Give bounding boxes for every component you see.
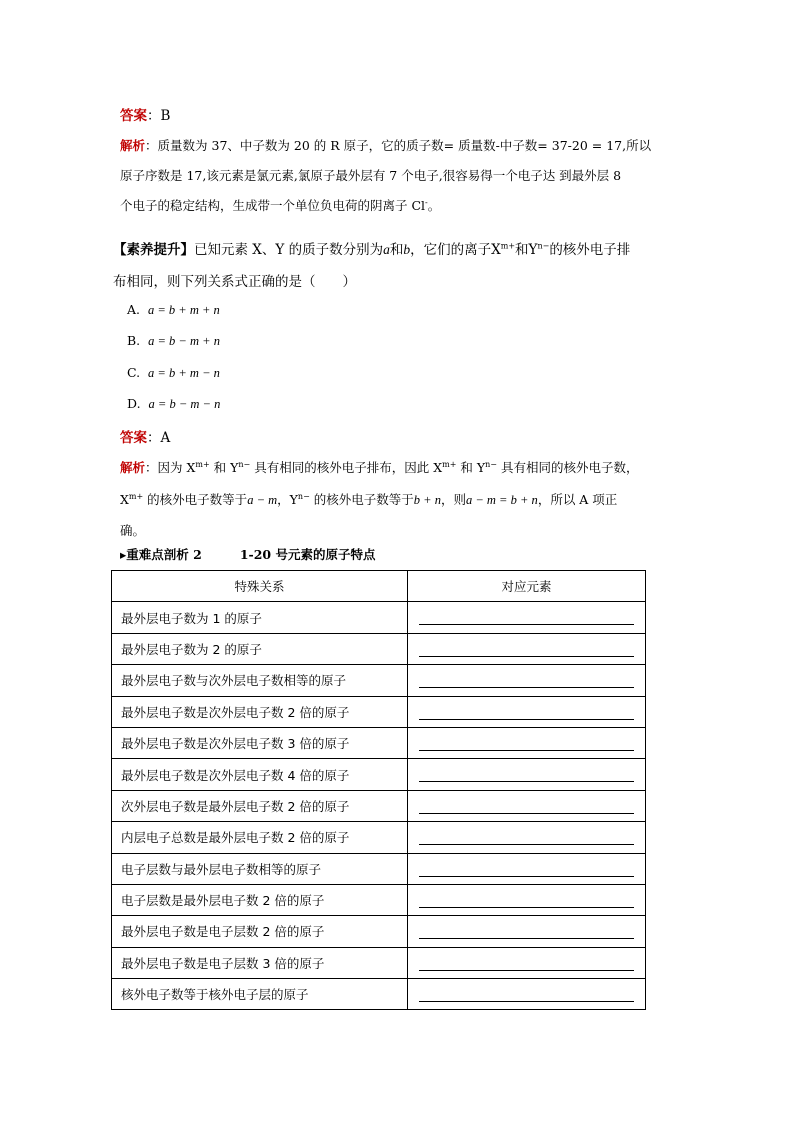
option-a [127, 302, 220, 318]
analysis-1-line-2: 原子序数是 17,该元素是氯元素,氯原子最外层有 7 个电子,很容易得一个电子达 到最外层 8 [120, 168, 622, 183]
section-title: 重难点剖析 2 [126, 547, 202, 562]
element-answer-cell [408, 979, 646, 1010]
relation-cell: 电子层数是最外层电子数 2 倍的原子 [112, 884, 408, 915]
superscript: m+ [128, 491, 144, 501]
answer-line-2 [120, 426, 170, 446]
table-row [112, 853, 646, 884]
section-subtitle: 1-20 号元素的原子特点 [239, 547, 376, 562]
element-answer-cell [408, 790, 646, 821]
analysis-2-line-3: 确。 [120, 523, 146, 538]
analysis-text: ，所以 A 项正 [537, 492, 618, 507]
option-expression: a = b − m − n [148, 397, 221, 411]
option-d [127, 396, 220, 412]
relations-table [111, 570, 646, 1010]
math-expression: a − m = b + n [465, 493, 538, 507]
element-answer-cell [408, 853, 646, 884]
element-answer-cell [408, 759, 646, 790]
analysis-text: 质量数为 37、中子数为 20 的 R 原子，它的质子数= 质量数-中子数= 37-20 = 17,所以 [157, 138, 652, 153]
ion-y: Y [528, 242, 538, 258]
analysis-text: 具有相同的核外电子排布，因此 X [250, 460, 443, 475]
table-row [112, 633, 646, 664]
table-body [112, 602, 646, 1010]
analysis-text: 和 Y [209, 460, 239, 475]
option-b [127, 333, 220, 349]
table-header-row [112, 571, 646, 602]
question-text: 和 [389, 242, 404, 258]
analysis-colon: ： [145, 460, 158, 475]
analysis-text: 和 Y [456, 460, 486, 475]
option-expression: a = b − m + n [148, 334, 220, 348]
element-answer-cell [408, 916, 646, 947]
math-expression: b + n [413, 493, 441, 507]
relation-cell: 最外层电子数是次外层电子数 3 倍的原子 [112, 727, 408, 758]
element-answer-cell [408, 822, 646, 853]
table-row [112, 727, 646, 758]
question-line-2: 布相同，则下列关系式正确的是（ ） [113, 274, 356, 290]
table-row [112, 947, 646, 978]
relation-cell: 最外层电子数是次外层电子数 2 倍的原子 [112, 696, 408, 727]
section-heading [120, 545, 375, 563]
analysis-1-line-1 [120, 136, 651, 154]
superscript: n− [537, 241, 550, 251]
answer-blank-line [419, 907, 634, 908]
analysis-label: 解析 [120, 460, 146, 475]
table-row [112, 884, 646, 915]
answer-blank-line [419, 844, 634, 845]
relation-cell: 核外电子数等于核外电子层的原子 [112, 979, 408, 1010]
element-answer-cell [408, 665, 646, 696]
question-text: 和 [515, 242, 529, 258]
superscript: - [425, 197, 428, 207]
element-answer-cell [408, 727, 646, 758]
analysis-text: 。 [427, 198, 441, 213]
answer-label: 答案 [120, 108, 147, 124]
analysis-1-line-3 [120, 196, 440, 214]
analysis-text: ，Y [277, 492, 298, 507]
analysis-2-line-1 [120, 458, 638, 476]
analysis-text: X [120, 492, 129, 507]
ion-x: X [491, 242, 501, 258]
option-letter: C. [127, 365, 141, 380]
table-row [112, 916, 646, 947]
superscript: n− [297, 491, 310, 501]
analysis-text: 个电子的稳定结构，生成带一个单位负电荷的阴离子 Cl [120, 198, 426, 213]
math-expression: a − m [247, 493, 278, 507]
analysis-text: 因为 X [157, 460, 196, 475]
table-row [112, 822, 646, 853]
relation-cell: 最外层电子数为 1 的原子 [112, 602, 408, 633]
answer-colon: ： [147, 108, 161, 124]
answer-value: B [160, 108, 171, 124]
table-row [112, 979, 646, 1010]
analysis-text: 的核外电子数等于 [309, 492, 414, 507]
answer-colon: ： [147, 430, 161, 446]
table-row [112, 602, 646, 633]
relation-cell: 次外层电子数是最外层电子数 2 倍的原子 [112, 790, 408, 821]
element-answer-cell [408, 884, 646, 915]
answer-blank-line [419, 719, 634, 720]
table-row [112, 790, 646, 821]
superscript: m+ [195, 459, 210, 469]
option-expression: a = b + m − n [148, 366, 220, 380]
element-answer-cell [408, 696, 646, 727]
answer-blank-line [419, 750, 634, 751]
answer-blank-line [419, 938, 634, 939]
answer-blank-line [419, 813, 634, 814]
answer-blank-line [419, 687, 634, 688]
answer-label: 答案 [120, 430, 147, 446]
relation-cell: 最外层电子数为 2 的原子 [112, 633, 408, 664]
answer-blank-line [419, 624, 634, 625]
table-header-element: 对应元素 [408, 571, 646, 602]
option-expression: a = b + m + n [147, 303, 220, 317]
superscript: n− [238, 459, 251, 469]
relation-cell: 内层电子总数是最外层电子数 2 倍的原子 [112, 822, 408, 853]
variable-b: b [403, 242, 411, 257]
relation-cell: 最外层电子数是次外层电子数 4 倍的原子 [112, 759, 408, 790]
superscript: m+ [500, 241, 516, 251]
option-letter: D. [127, 396, 141, 411]
table-row [112, 696, 646, 727]
analysis-label: 解析 [120, 138, 146, 153]
relation-cell: 最外层电子数是电子层数 3 倍的原子 [112, 947, 408, 978]
superscript: m+ [442, 459, 457, 469]
table-row [112, 665, 646, 696]
element-answer-cell [408, 602, 646, 633]
answer-blank-line [419, 781, 634, 782]
element-answer-cell [408, 633, 646, 664]
question-bracket-label: 【素养提升】 [113, 242, 194, 258]
element-answer-cell [408, 947, 646, 978]
relation-cell: 电子层数与最外层电子数相等的原子 [112, 853, 408, 884]
variable-a: a [383, 242, 390, 257]
table-header-relation: 特殊关系 [112, 571, 408, 602]
question-text: 的核外电子排 [549, 242, 631, 258]
analysis-text: 的核外电子数等于 [143, 492, 248, 507]
question-text: 已知元素 X、Y 的质子数分别为 [194, 242, 384, 258]
relation-cell: 最外层电子数与次外层电子数相等的原子 [112, 665, 408, 696]
analysis-colon: ： [145, 138, 158, 153]
answer-value: A [160, 430, 171, 446]
table-row [112, 759, 646, 790]
option-letter: A. [127, 302, 141, 317]
superscript: n− [485, 459, 497, 469]
answer-line-1 [120, 104, 170, 124]
section-marker: ▸ [120, 547, 127, 562]
analysis-2-line-2 [120, 490, 617, 508]
question-line-1 [113, 238, 630, 258]
answer-blank-line [419, 1001, 634, 1002]
question-text: ，它们的离子 [410, 242, 492, 258]
analysis-text: 具有相同的核外电子数， [496, 460, 639, 475]
relation-cell: 最外层电子数是电子层数 2 倍的原子 [112, 916, 408, 947]
answer-blank-line [419, 656, 634, 657]
answer-blank-line [419, 970, 634, 971]
option-letter: B. [127, 333, 141, 348]
answer-blank-line [419, 876, 634, 877]
analysis-text: ，则 [440, 492, 466, 507]
option-c [127, 365, 220, 381]
